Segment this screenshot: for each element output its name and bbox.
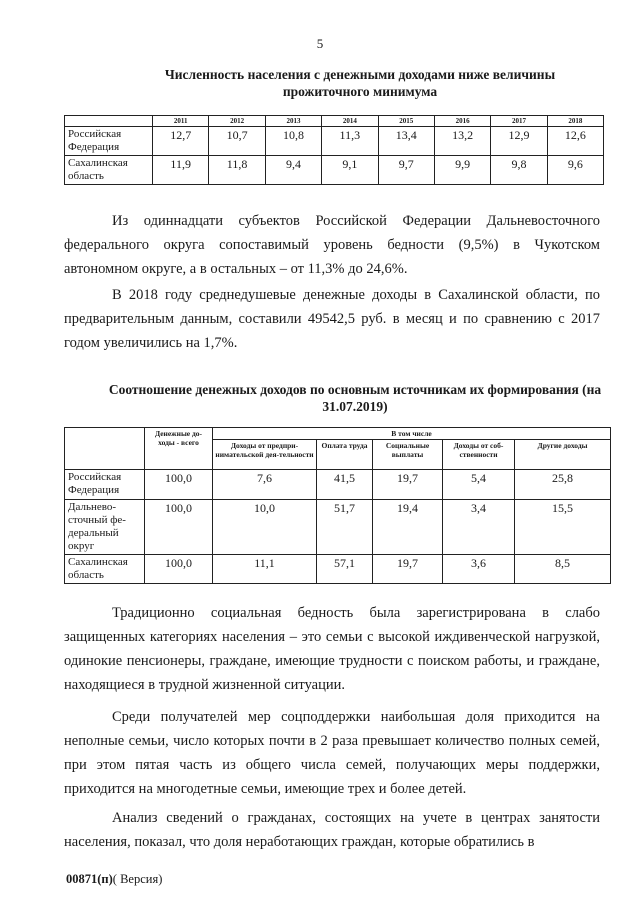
row-label: Российская Федерация [65,470,145,500]
column-header: Доходы от соб-ственности [443,440,515,470]
table-cell: 15,5 [515,500,611,555]
year-header: 2014 [322,116,378,127]
column-header: Оплата труда [317,440,373,470]
table-cell: 51,7 [317,500,373,555]
table-cell: 10,7 [209,127,265,156]
table-cell: 9,4 [265,156,321,185]
table-cell: 10,0 [213,500,317,555]
table-cell: 9,1 [322,156,378,185]
table-cell: 8,5 [515,555,611,584]
column-header-total: Денежные до-ходы - всего [145,428,213,470]
table-header-row [65,428,611,440]
table-cell: 12,7 [153,127,209,156]
year-header: 2013 [265,116,321,127]
row-label: Российская Федерация [65,127,153,156]
year-header: 2015 [378,116,434,127]
table-row [65,470,611,500]
table-header-row [65,116,604,127]
table-row [65,156,604,185]
poverty-table [64,115,604,185]
document-footer [66,872,162,887]
table-cell: 11,3 [322,127,378,156]
table-cell: 41,5 [317,470,373,500]
table-cell: 7,6 [213,470,317,500]
table-cell: 100,0 [145,555,213,584]
document-version: ( Версия) [112,872,163,886]
table-row [65,127,604,156]
table-cell: 9,6 [547,156,603,185]
paragraph: Из одиннадцати субъектов Российской Федерации Дальневосточного федерального округа сопоставимый уровень бедности (9,5%) в Чукотском автономном округе, а в остальных – от 11,3% до 24,6%. [64,213,600,277]
table-cell: 10,8 [265,127,321,156]
table-cell: 5,4 [443,470,515,500]
income-sources-table [64,427,611,584]
column-group-header: В том числе [213,428,611,440]
year-header: 2012 [209,116,265,127]
table2-title: Соотношение денежных доходов по основным источникам их формирования (на 31.07.2019) [108,382,602,414]
column-header: Социальные выплаты [373,440,443,470]
table-cell: 9,9 [434,156,490,185]
year-header: 2017 [491,116,547,127]
paragraph: В 2018 году среднедушевые денежные доходы в Сахалинской области, по предварительным данным, составили 49542,5 руб. в месяц и по сравнению с 2017 годом увеличились на 1,7%. [64,287,600,351]
table-cell: 11,1 [213,555,317,584]
column-header: Другие доходы [515,440,611,470]
table-cell: 12,6 [547,127,603,156]
table-cell: 13,4 [378,127,434,156]
header-empty-cell [65,116,153,127]
table-cell: 25,8 [515,470,611,500]
table-cell: 11,9 [153,156,209,185]
row-label: Сахалинская область [65,156,153,185]
year-header: 2011 [153,116,209,127]
year-header: 2018 [547,116,603,127]
table-cell: 11,8 [209,156,265,185]
paragraph: Традиционно социальная бедность была зарегистрирована в слабо защищенных категориях населения – это семьи с высокой иждивенческой нагрузкой, одинокие пенсионеры, граждане, имеющие трудности с поиском работы, и граждане, находящиеся в трудной жизненной ситуации. [64,605,600,693]
table-cell: 9,7 [378,156,434,185]
table-cell: 57,1 [317,555,373,584]
table-row [65,500,611,555]
table-cell: 19,7 [373,555,443,584]
table1-title: Численность населения с денежными доходами ниже величины прожиточного минимума [164,67,556,99]
table-cell: 13,2 [434,127,490,156]
header-empty-cell [65,428,145,470]
table-cell: 100,0 [145,500,213,555]
page-number: 5 [316,36,324,51]
paragraph: Анализ сведений о гражданах, состоящих на учете в центрах занятости населения, показал, что доля неработающих граждан, которые обратились в [64,810,600,850]
table-cell: 12,9 [491,127,547,156]
table-cell: 9,8 [491,156,547,185]
column-header: Доходы от предпри-нимательской дея-тельности [213,440,317,470]
row-label: Дальнево-сточный фе-деральный округ [65,500,145,555]
table-cell: 3,4 [443,500,515,555]
paragraph: Среди получателей мер соцподдержки наибольшая доля приходится на неполные семьи, число которых почти в 2 раза превышает количество полных семей, при этом пятая часть из общего числа семей, получающих меры поддержки, приходится на многодетные семьи, имеющие трех и более детей. [64,709,600,797]
table-cell: 100,0 [145,470,213,500]
row-label: Сахалинская область [65,555,145,584]
table-cell: 3,6 [443,555,515,584]
table-cell: 19,7 [373,470,443,500]
table-row [65,555,611,584]
document-code: 00871(п) [66,872,113,886]
year-header: 2016 [434,116,490,127]
table-cell: 19,4 [373,500,443,555]
